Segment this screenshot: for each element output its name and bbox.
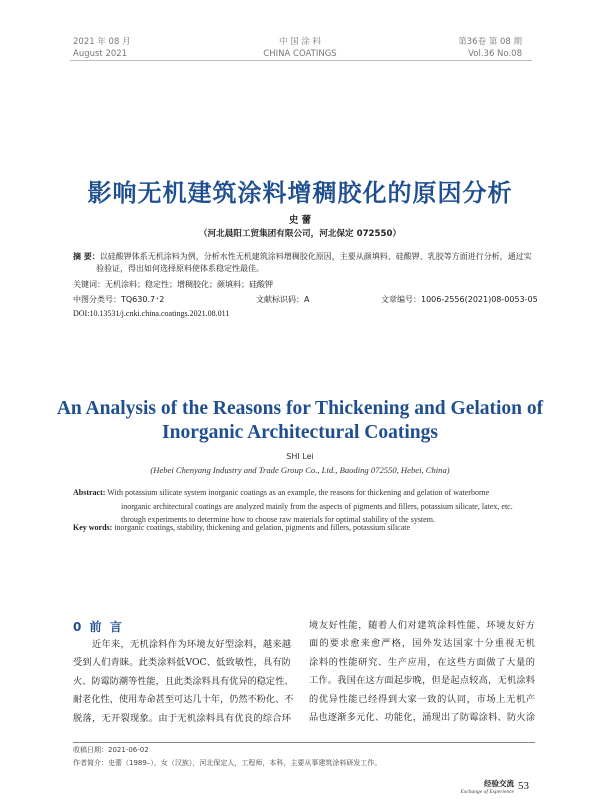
- abstract-en-line3: through experiments to determine how to choose raw materials for optimal stability of the system.: [121, 515, 435, 524]
- article-title-en-line2: Inorganic Architectural Coatings: [162, 422, 438, 443]
- document-code: 文献标识码：A: [256, 295, 310, 304]
- abstract-en: [73, 486, 535, 527]
- header-journal-en: CHINA COATINGS: [263, 49, 337, 59]
- abstract-en-label: Abstract:: [73, 488, 106, 497]
- body-line: 脱落，无开裂现象。由于无机涂料具有优良的综合环: [73, 712, 291, 724]
- body-line: 工作。我国在这方面起步晚，但是起点较高，无机涂料: [309, 675, 535, 687]
- keywords-cn-text: 无机涂料；稳定性；增稠胶化；颜填料；硅酸钾: [105, 280, 273, 289]
- header-divider: [70, 60, 532, 61]
- article-title-cn: 影响无机建筑涂料增稠胶化的原因分析: [87, 179, 513, 207]
- keywords-en: [73, 523, 410, 532]
- affiliation-cn: （河北晨阳工贸集团有限公司，河北保定 072550）: [198, 229, 402, 239]
- keywords-en-label: Key words:: [73, 523, 113, 532]
- article-title-en-line1: An Analysis of the Reasons for Thickening and Gelation of: [56, 398, 544, 419]
- abstract-en-line2: inorganic architectural coatings are analyzed mainly from the aspects of pigments and fillers, potassium silicate, latex, etc.: [121, 501, 513, 511]
- body-line: 耐老化性，使用寿命甚至可达几十年，仍然不粉化、不: [73, 694, 294, 706]
- header-volume-cn: 第36卷 第 08 期: [458, 37, 522, 47]
- abstract-cn: [73, 251, 533, 275]
- doi-link[interactable]: DOI:10.13531/j.cnki.china.coatings.2021.08.011: [73, 309, 230, 318]
- body-column-left: [73, 636, 294, 728]
- header-date-en: August 2021: [73, 49, 128, 59]
- author-cn: 史 蕾: [288, 215, 312, 226]
- header-volume: [458, 36, 522, 60]
- body-line: 境友好性能，随着人们对建筑涂料性能、环境友好方: [309, 620, 535, 631]
- body-line: 受到人们青睐。此类涂料低VOC、低致敏性，具有防: [73, 657, 291, 669]
- body-line: 面的要求愈来愈严格，国外发达国家十分重视无机: [309, 638, 535, 650]
- abstract-cn-label: 摘 要：: [73, 252, 100, 261]
- footnote-divider: [73, 742, 535, 743]
- body-line: 的优异性能已经得到大家一致的认同，市场上无机产: [309, 693, 535, 705]
- abstract-cn-line2: 验验证，得出如何选择原料使体系稳定性最佳。: [96, 264, 264, 273]
- author-en: SHI Lei: [286, 452, 314, 461]
- article-number: 文章编号：1006-2556(2021)08-0053-05: [381, 295, 538, 304]
- abstract-en-line1: With potassium silicate system inorganic coatings as an example, the reasons for thickening and gelation of waterborne: [105, 488, 490, 497]
- clc-number: 中图分类号：TQ630.7⁺2: [73, 295, 165, 304]
- header-volume-en: Vol.36 No.08: [468, 49, 522, 59]
- header-date-cn: 2021 年 08 月: [73, 37, 131, 47]
- keywords-cn-label: 关键词：: [73, 280, 105, 289]
- body-line: 近年来，无机涂料作为环境友好型涂料，越来越: [73, 639, 291, 650]
- abstract-cn-line1: 以硅酸钾体系无机涂料为例，分析水性无机建筑涂料增稠胶化原因，主要从颜填料、硅酸钾、乳胶等方面进行分析，通过实: [99, 252, 532, 261]
- column-name-en: Exchange of Experience: [460, 789, 514, 795]
- page-number: 53: [518, 780, 529, 792]
- footnote-author-bio: 作者简介：史蕾（1989–），女（汉族），河北保定人，工程师，本科，主要从事建筑涂料研发工作。: [73, 759, 382, 767]
- article-title-en: [0, 397, 600, 445]
- body-line: 涂料的性能研究、生产应用，在这些方面做了大量的: [309, 656, 535, 668]
- column-name-cn: 经验交流: [484, 779, 514, 788]
- section-heading-introduction: 0 前 言: [73, 620, 124, 634]
- footnote-received: 收稿日期：2021-06-02: [73, 746, 149, 754]
- body-line: 火、防霉防潮等性能，且此类涂料具有优异的稳定性、: [73, 675, 294, 687]
- affiliation-en: (Hebei Chenyang Industry and Trade Group Co., Ltd., Baoding 072550, Hebei, China): [150, 465, 450, 475]
- keywords-cn: [73, 279, 273, 291]
- body-column-right: [309, 617, 535, 727]
- keywords-en-text: inorganic coatings, stability, thickening and gelation, pigments and fillers, potassium silicate: [112, 523, 411, 532]
- header-journal-cn: 中 国 涂 料: [278, 37, 322, 47]
- body-line: 品也逐渐多元化、功能化，涌现出了防霉涂料、防火涂: [309, 712, 535, 724]
